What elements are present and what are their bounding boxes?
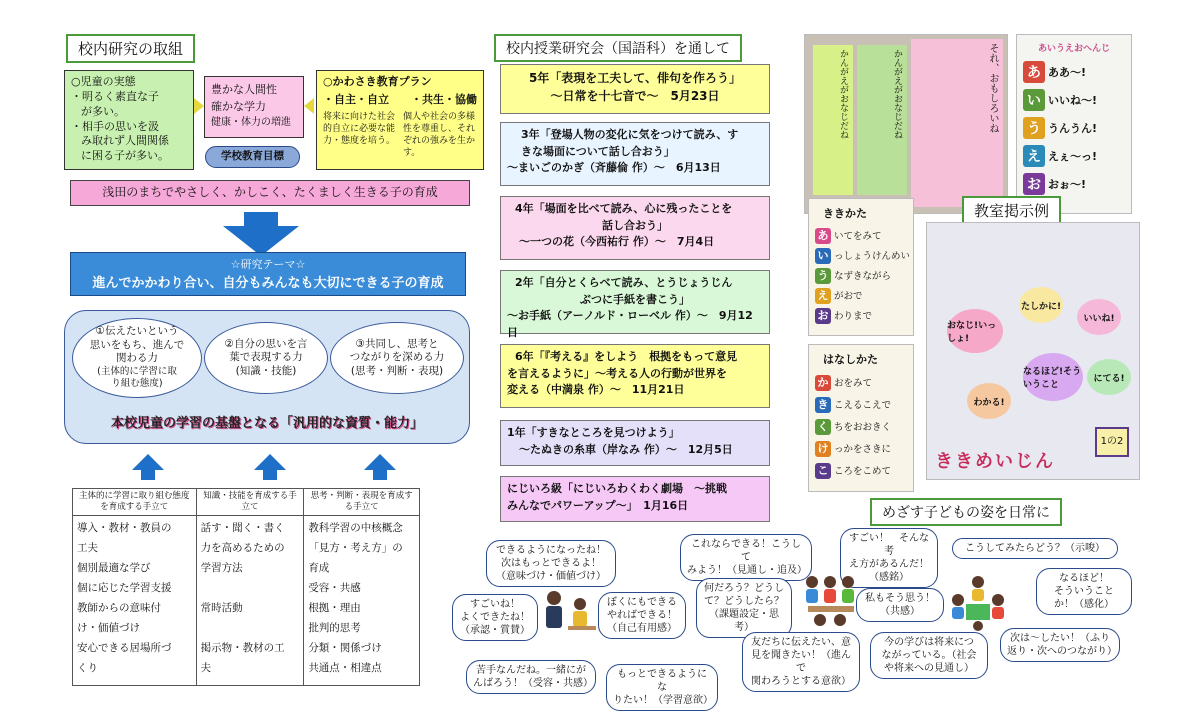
lesson-line: みんなでパワーアップ〜」 1月16日 <box>507 498 689 512</box>
situation-line: ・相手の思いを汲 <box>71 119 159 133</box>
poster-title: ききかた <box>823 207 867 220</box>
table-cell-line: け・価値づけ <box>77 622 140 635</box>
bubble-line: （承認・賞賛） <box>460 625 530 636</box>
table-header: 思考・判断・表現を育成する手立て <box>304 489 420 516</box>
table-cell-line: 教師からの意味付 <box>77 602 161 615</box>
lesson-line: 話し合おう」 <box>602 218 668 232</box>
students-discussion-icon <box>948 574 1008 632</box>
methods-table <box>72 488 420 686</box>
ability-line: ①伝えたいという <box>95 325 179 338</box>
heart-shape: わかる! <box>967 383 1011 419</box>
theme-label: ☆研究テーマ☆ <box>230 258 306 271</box>
left-header: 校内研究の取組 <box>66 34 195 63</box>
aiueo-poster <box>1016 34 1132 214</box>
speech-bubble <box>870 632 988 679</box>
letter-icon: い <box>815 248 831 264</box>
ability-line: 関わる力 <box>116 352 158 365</box>
letter-icon: あ <box>1023 61 1045 83</box>
letter-icon: え <box>815 288 831 304</box>
bubble-line: ぼくにもできる <box>607 597 677 608</box>
table-cell-line: 共通点・相違点 <box>308 662 382 675</box>
letter-icon: う <box>1023 117 1045 139</box>
lesson-line: ぶつに手紙を書こう」 <box>580 292 690 306</box>
bubble-line: え方があるんだ！ <box>849 559 929 570</box>
situation-line: み取れず人間関係 <box>81 134 169 148</box>
speech-bubble <box>598 592 686 639</box>
speech-bubble <box>606 664 718 711</box>
table-cell-line: 「見方・考え方」の <box>308 542 403 555</box>
lesson-4th-grade <box>500 196 770 260</box>
sticky-text: かんがえがおなじだね <box>892 49 902 139</box>
table-cell-line: くり <box>77 662 98 675</box>
up-arrow-icon <box>364 454 396 480</box>
kikikata-poster <box>808 198 914 336</box>
speech-bubble <box>486 540 616 587</box>
bubble-line: すごい！ そんな考 <box>849 533 929 557</box>
teacher-student-icon <box>540 588 600 640</box>
bubble-line: ながっている。（社会 <box>881 650 977 661</box>
letter-icon: あ <box>815 228 831 244</box>
middle-header: 校内授業研究会（国語科）を通して <box>494 34 742 62</box>
bubble-line: や将来への見通し） <box>884 663 974 674</box>
bubble-line: 苦手なんだね。一緒にが <box>476 665 586 676</box>
bubble-line: なるほど！ <box>1059 573 1109 584</box>
lesson-nijiiro <box>500 476 770 522</box>
bubble-line: こうしてみたらどう？（示唆） <box>965 543 1105 554</box>
bubble-line: りたい！（学習意欲） <box>613 695 713 706</box>
letter-icon: お <box>815 308 831 324</box>
table-cell-line: 安心できる居場所づ <box>77 642 172 655</box>
ability-oval-1 <box>72 318 202 398</box>
poster-title: あいうえおへんじ <box>1037 44 1110 54</box>
lesson-line: 〜一つの花（今西祐行 作）〜 7月4日 <box>519 235 715 248</box>
hanashikata-poster <box>808 344 914 492</box>
ability-line: (主体的に学習に取 <box>97 366 177 378</box>
school-motto: 浅田のまちでやさしく、かしこく、たくましく生きる子の育成 <box>70 180 470 206</box>
plan-title: ○かわさき教育プラン <box>323 75 432 88</box>
speech-bubble <box>1036 568 1132 615</box>
letter-icon: い <box>1023 89 1045 111</box>
kawasaki-plan-box <box>316 70 484 170</box>
table-cell-line: 分類・関係づけ <box>308 642 382 655</box>
letter-icon: え <box>1023 145 1045 167</box>
heart-shape: たしかに! <box>1019 287 1063 323</box>
theme-text: 進んでかかわり合い、自分もみんなも大切にできる子の育成 <box>92 276 444 291</box>
table-cell-line: 話す・聞く・書く <box>200 522 285 535</box>
letter-icon: こ <box>815 463 831 479</box>
lesson-line: 〜お手紙（アーノルド・ローベル 作）〜 9月12日 <box>507 309 753 339</box>
bubble-line: これならできる！こうして <box>691 539 801 563</box>
bubble-line: できるようになったね！ <box>496 545 606 556</box>
bubble-line: て？どうしたら？ <box>704 596 784 607</box>
down-arrow-stem <box>244 212 278 226</box>
school-goals-box <box>204 76 304 138</box>
ability-line: (知識・技能) <box>235 364 297 377</box>
bubble-line: 次はもっとできるよ！ <box>501 558 601 569</box>
speech-bubble <box>856 588 944 622</box>
plan-sub: ・共生・協働 <box>411 92 477 106</box>
table-cell-line: 工夫 <box>77 542 98 555</box>
table-cell-line: 批判的思考 <box>308 622 361 635</box>
lesson-5th-grade <box>500 64 770 114</box>
table-cell-line: 掲示物・教材の工 <box>200 642 285 655</box>
lesson-2nd-grade <box>500 270 770 339</box>
bubble-line: んばろう！（受容・共感） <box>473 678 593 689</box>
lesson-3rd-grade <box>500 122 770 186</box>
heart-shape: いいね! <box>1077 299 1121 335</box>
plan-desc: 将来に向けた社会的自立に必要な能力・態度を培う。 <box>323 111 396 146</box>
poster-row: がおで <box>834 291 863 302</box>
poster-row: なずきながら <box>834 271 892 282</box>
lesson-line: 4年「場面を比べて読み、心に残ったことを <box>515 202 733 215</box>
bubble-line: 見を聞きたい！（進んで <box>751 650 851 674</box>
lesson-line: を言えるように」〜考える人の行動が世界を <box>507 366 727 380</box>
heart-shape: なるほど!そういうこと <box>1023 353 1083 401</box>
poster-row: おぉ〜! <box>1048 178 1087 191</box>
table-header: 知識・技能を育成する手立て <box>196 489 304 516</box>
letter-icon: く <box>815 419 831 435</box>
lesson-line: 1年「すきなところを見つけよう」 <box>507 426 680 439</box>
sticky-note <box>857 45 907 195</box>
situation-line: ・明るく素直な子 <box>71 89 159 103</box>
heart-shape: にてる! <box>1087 359 1131 395</box>
board-title: ききめいじん <box>935 451 1055 472</box>
poster-row: おをみて <box>834 378 873 389</box>
letter-icon: か <box>815 375 831 391</box>
goal-line: 健康・体力の増進 <box>211 117 291 129</box>
speech-bubble <box>466 660 596 694</box>
poster-row: っかをさきに <box>834 444 892 455</box>
poster-title: はなしかた <box>823 353 878 366</box>
poster-row: えぇ〜っ! <box>1048 150 1098 163</box>
ability-line: ③共同し、思考と <box>355 337 439 350</box>
table-cell-line: 教科学習の中核概念 <box>308 522 403 535</box>
situation-title: ○児童の実態 <box>71 75 136 88</box>
lesson-line: 変える（中満泉 作）〜 11月21日 <box>507 383 685 396</box>
poster-row: いてをみて <box>834 231 882 242</box>
student-situation-box <box>64 70 194 170</box>
school-goals-badge: 学校教育目標 <box>205 146 300 168</box>
sticky-note: かんがえがおなじだね <box>813 45 853 195</box>
bubble-line: そういうこと <box>1054 586 1114 597</box>
lesson-6th-grade <box>500 344 770 408</box>
lesson-line: 5年「表現を工夫して、俳句を作ろう」 <box>528 71 742 85</box>
bubble-line: 返り・次へのつながり） <box>1007 646 1117 657</box>
up-arrow-icon <box>254 454 286 480</box>
lesson-line: 〜日常を十七音で〜 5月23日 <box>550 89 720 103</box>
lesson-line: にじいろ級「にじいろわくわく劇場 〜挑戦 <box>507 482 727 495</box>
table-cell-line: 力を高めるための <box>200 542 285 555</box>
poster-row: ああ〜! <box>1048 66 1087 79</box>
letter-icon: う <box>815 268 831 284</box>
poster-row: こえるこえで <box>834 400 892 411</box>
lesson-line: 2年「自分とくらべて読み、とうじょうじん <box>515 276 733 289</box>
speech-bubble <box>1000 628 1120 662</box>
speech-bubble <box>742 632 860 692</box>
goal-line: 確かな学力 <box>211 100 266 114</box>
bubble-line: か！（感化） <box>1054 599 1114 610</box>
bubble-line: （意味づけ・価値づけ） <box>496 571 606 582</box>
letter-icon: き <box>815 397 831 413</box>
table-cell-line: 受容・共感 <box>308 582 361 595</box>
table-cell-line: 常時活動 <box>200 602 243 615</box>
sticky-note <box>911 39 1003 207</box>
bubble-line: 友だちに伝えたい、意 <box>751 637 851 648</box>
lesson-line: 6年「『考える』をしよう 根拠をもって意見 <box>515 350 738 363</box>
ability-line: 葉で表現する力 <box>229 351 303 364</box>
bubble-line: 次は〜したい！（ふり <box>1010 633 1110 644</box>
poster-photo-1 <box>804 34 1008 214</box>
ability-line: り組む態度) <box>111 378 163 390</box>
situation-line: が多い。 <box>81 104 125 118</box>
ability-line: 思いをもち、進んで <box>89 338 185 351</box>
table-cell-line: 育成 <box>308 562 330 575</box>
students-group-icon <box>800 572 860 632</box>
bubble-line: （課題設定・思考） <box>709 609 779 633</box>
table-cell-line: 導入・教材・教員の <box>77 522 172 535</box>
ability-line: つながりを深める力 <box>349 351 445 364</box>
bubble-line: みよう！（見通し・追及） <box>687 565 807 576</box>
ability-line: (思考・判断・表現) <box>350 364 444 377</box>
bubble-line: 何だろう？どうし <box>704 583 784 594</box>
plan-desc: 個人や社会の多様性を尊重し、それぞれの強みを生かす。 <box>403 111 476 159</box>
poster-row: ちをおおきく <box>834 422 892 433</box>
bubble-line: 今の学びは将来につ <box>884 637 974 648</box>
table-cell-line: 夫 <box>200 662 212 675</box>
table-cell-spacer <box>201 578 300 598</box>
speech-bubble <box>680 534 812 581</box>
bubble-line: 私もそう思う！ <box>865 593 935 604</box>
bubble-line: （自己有用感） <box>607 623 677 634</box>
poster-row: うんうん! <box>1048 122 1098 135</box>
poster-row: っしょうけんめい <box>834 251 911 262</box>
bubble-line: もっとできるようにな <box>617 669 707 693</box>
table-cell-line: 学習方法 <box>200 562 243 575</box>
ability-line: ②自分の思いを言 <box>224 337 308 350</box>
table-cell-line: 個に応じた学習支援 <box>77 582 172 595</box>
table-cell-line: 個別最適な学び <box>77 562 151 575</box>
letter-icon: け <box>815 441 831 457</box>
bubble-line: よくできたね！ <box>460 612 530 623</box>
heart-shape: おなじ!いっしょ! <box>947 309 1003 353</box>
letter-icon: お <box>1023 173 1045 195</box>
bubble-line: すごいね！ <box>470 599 520 610</box>
goal-line: 豊かな人間性 <box>211 83 277 96</box>
lesson-line: 3年「登場人物の変化に気をつけて読み、す <box>521 128 739 141</box>
plan-sub: ・自主・自立 <box>323 92 389 106</box>
speech-bubble <box>952 538 1118 559</box>
poster-row: わりまで <box>834 311 873 322</box>
display-example-header: 教室掲示例 <box>962 196 1061 225</box>
arrow-right-icon <box>194 98 204 114</box>
speech-bubble <box>452 594 538 641</box>
classroom-board-photo <box>926 222 1140 480</box>
bubble-line: （感銘） <box>869 572 909 583</box>
lesson-line: 〜まいごのかぎ（斉藤倫 作）〜 6月13日 <box>507 161 721 174</box>
bottom-header: めざす子どもの姿を日常に <box>870 498 1062 526</box>
bubble-line: やればできる！ <box>607 610 677 621</box>
poster-row: いいね〜! <box>1048 94 1098 107</box>
lesson-line: 〜たぬきの糸車（岸なみ 作）〜 12月5日 <box>519 442 733 456</box>
ability-oval-3 <box>330 322 464 394</box>
lesson-line: きな場面について話し合おう」 <box>521 144 675 158</box>
lesson-1st-grade <box>500 420 770 466</box>
foundation-title: 本校児童の学習の基盤となる「汎用的な資質・能力」 <box>110 416 423 431</box>
up-arrow-icon <box>132 454 164 480</box>
sticky-text: それ、おもしろいね <box>987 43 998 133</box>
situation-line: に困る子が多い。 <box>81 149 169 163</box>
board-corner: 1の2 <box>1095 427 1129 457</box>
ability-oval-2 <box>204 322 328 394</box>
arrow-left-icon <box>304 98 314 114</box>
bubble-line: 関わろうとする意欲） <box>751 676 851 687</box>
research-theme-box <box>70 252 466 296</box>
poster-row: ころをこめて <box>834 466 892 477</box>
table-header: 主体的に学習に取り組む態度を育成する手立て <box>73 489 197 516</box>
bubble-line: （共感） <box>880 606 920 617</box>
table-cell-spacer <box>201 618 300 638</box>
speech-bubble <box>696 578 792 638</box>
table-cell-line: 根拠・理由 <box>308 602 361 615</box>
